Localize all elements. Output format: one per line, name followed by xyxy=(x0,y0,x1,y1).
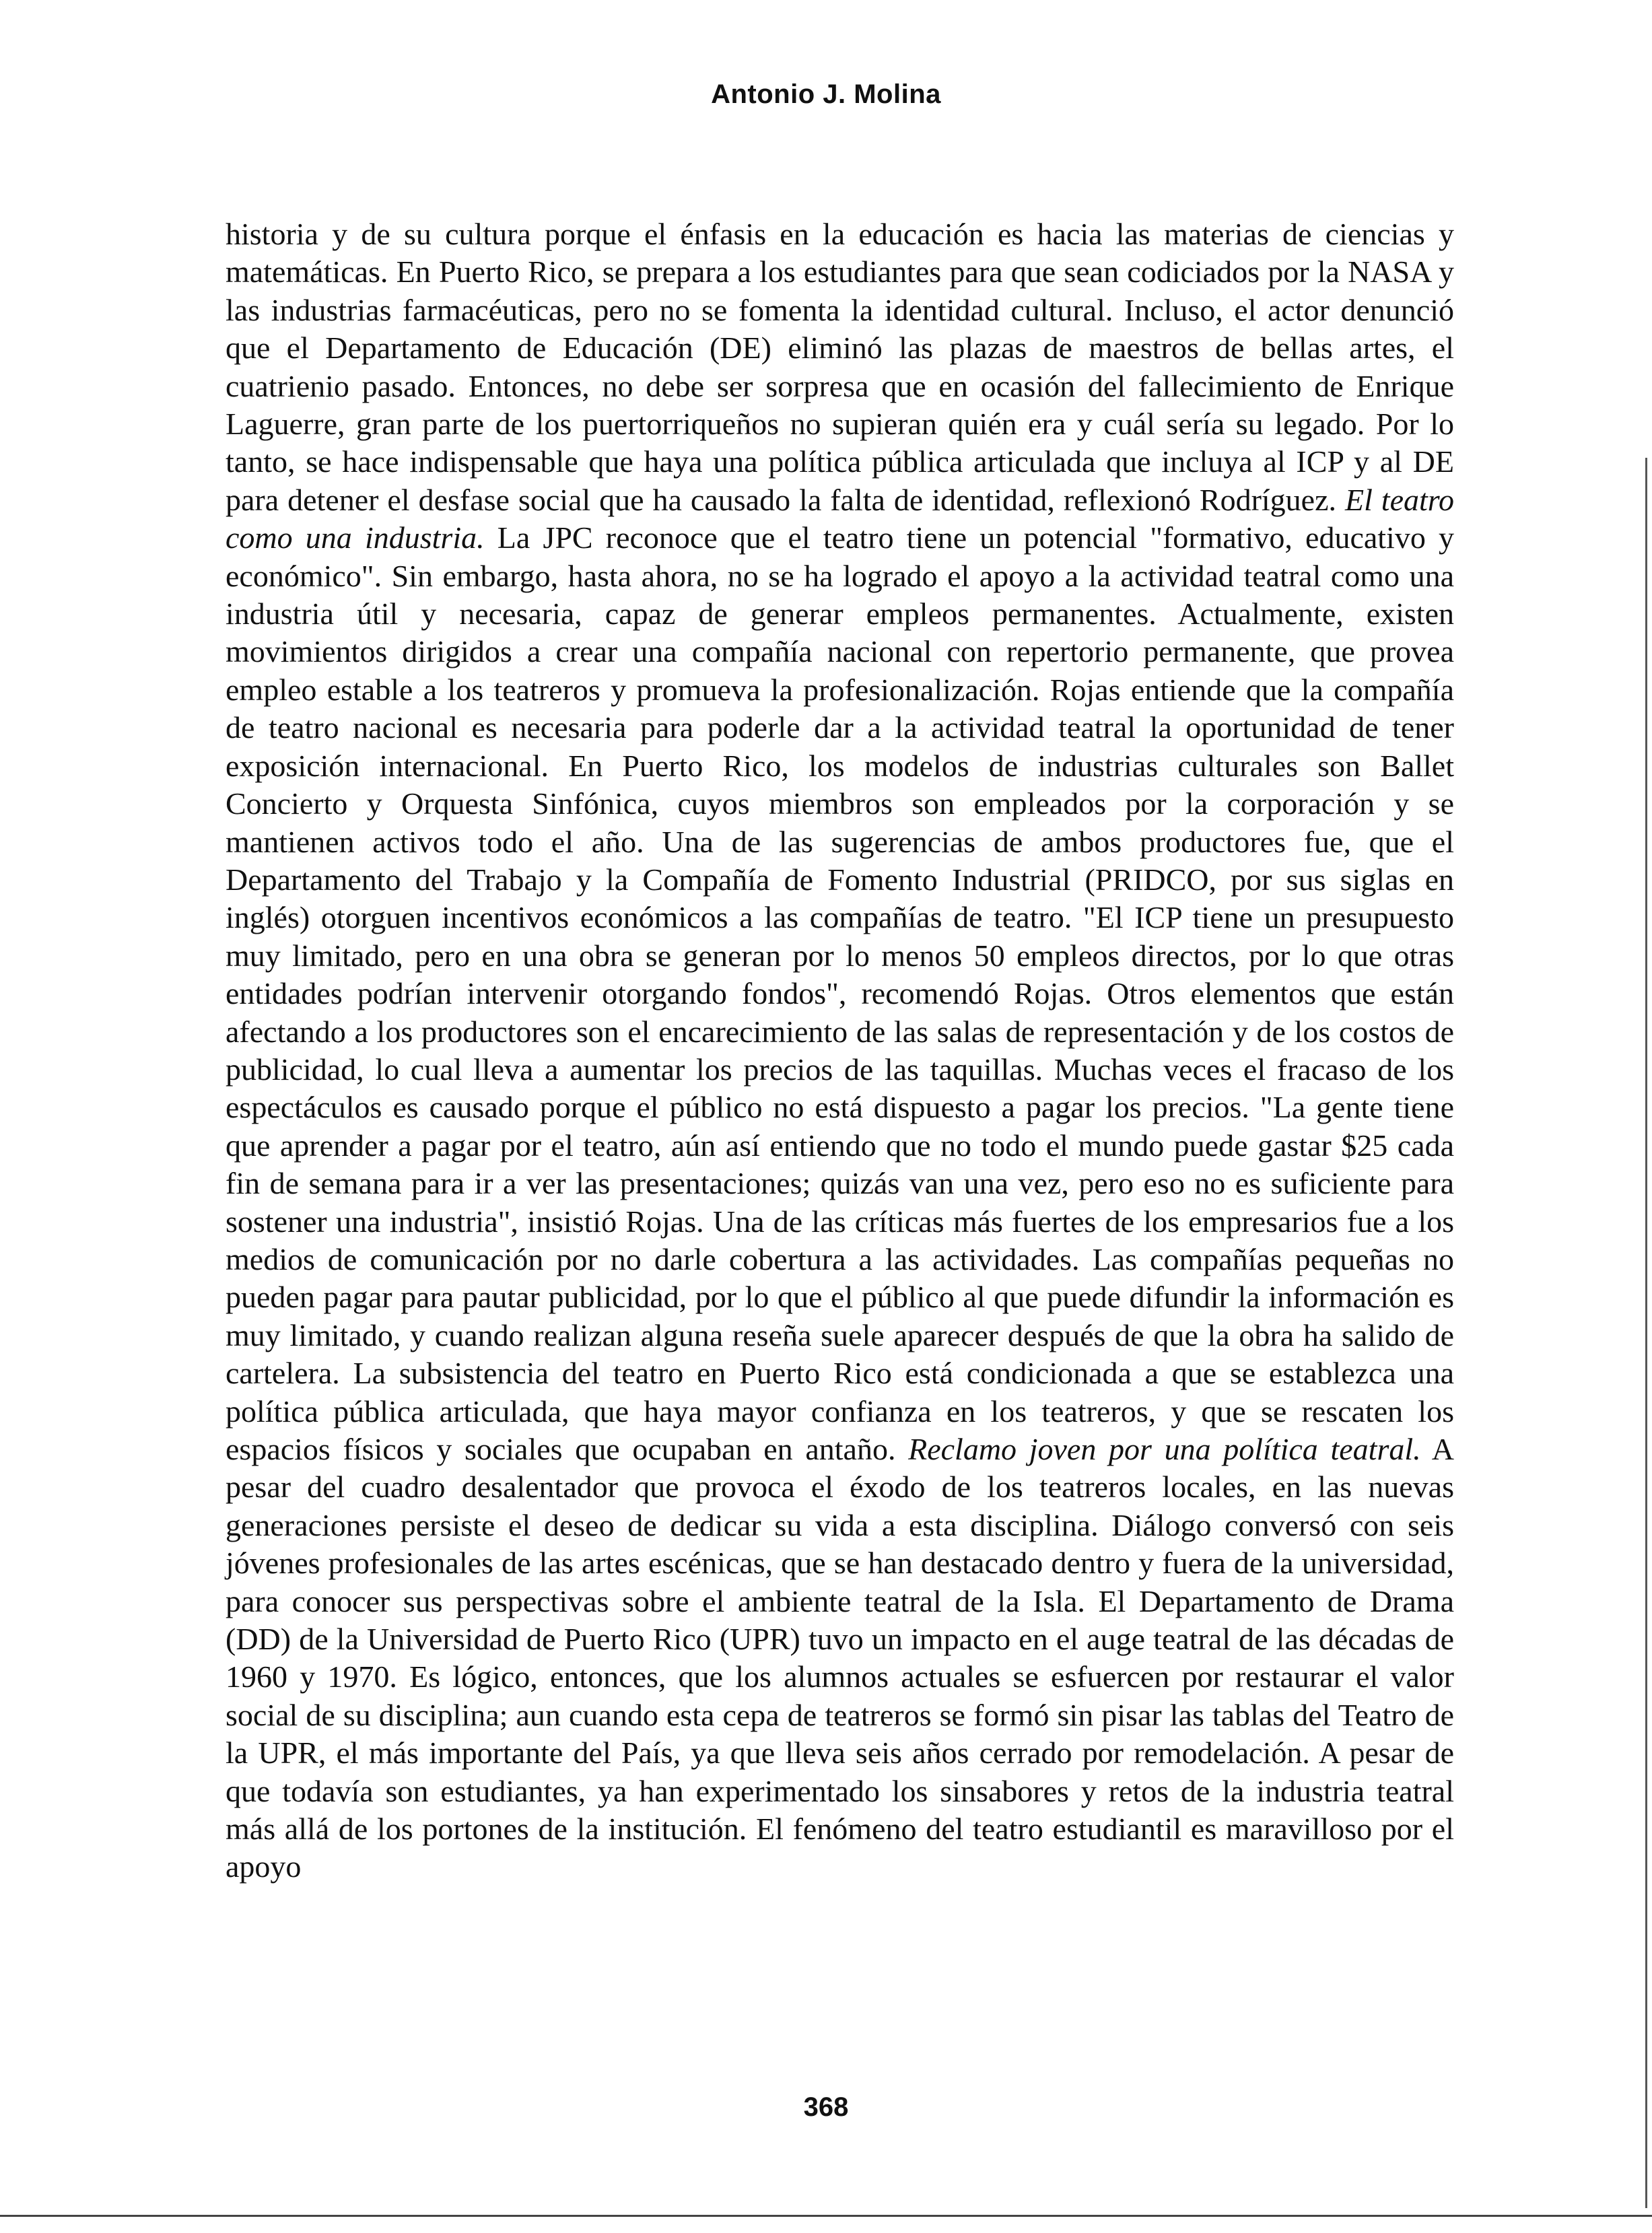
body-text-segment-3: A pesar del cuadro desalentador que provoca el éxodo de los teatreros locales, en las nuevas generaciones persiste el deseo de dedicar su vida a esta disciplina. Diálogo conversó con seis jóvenes profesionales de las artes escénicas, que se han destacado dentro y fuera de la universidad, para conocer sus perspectivas sobre el ambiente teatral de la Isla. El Departamento de Drama (DD) de la Universidad de Puerto Rico (UPR) tuvo un impacto en el auge teatral de las décadas de 1960 y 1970. Es lógico, entonces, que los alumnos actuales se esfuercen por restaurar el valor social de su disciplina; aun cuando esta cepa de teatreros se formó sin pisar las tablas del Teatro de la UPR, el más importante del País, ya que lleva seis años cerrado por remodelación. A pesar de que todavía son estudiantes, ya han experimentado los sinsabores y retos de la industria teatral más allá de los portones de la institución. El fenómeno del teatro estudiantil es maravilloso por el apoyo xyxy=(226,1432,1454,1884)
page-number: 368 xyxy=(803,2092,849,2122)
running-header-author: Antonio J. Molina xyxy=(711,79,941,109)
body-paragraph xyxy=(226,215,1454,1886)
body-text-segment-2: La JPC reconoce que el teatro tiene un potencial "formativo, educativo y económico". Sin embargo, hasta ahora, no se ha logrado el apoyo a la actividad teatral como una industria útil y necesaria, capaz de generar empleos permanentes. Actualmente, existen movimientos dirigidos a crear una compañía nacional con repertorio permanente, que provea empleo estable a los teatreros y promueva la profesionalización. Rojas entiende que la compañía de teatro nacional es necesaria para poderle dar a la actividad teatral la oportunidad de tener exposición internacional. En Puerto Rico, los modelos de industrias culturales son Ballet Concierto y Orquesta Sinfónica, cuyos miembros son empleados por la corporación y se mantienen activos todo el año. Una de las sugerencias de ambos productores fue, que el Departamento del Trabajo y la Compañía de Fomento Industrial (PRIDCO, por sus siglas en inglés) otorguen incentivos económicos a las compañías de teatro. "El ICP tiene un presupuesto muy limitado, pero en una obra se generan por lo menos 50 empleos directos, por lo que otras entidades podrían intervenir otorgando fondos", recomendó Rojas. Otros elementos que están afectando a los productores son el encarecimiento de las salas de representación y de los costos de publicidad, lo cual lleva a aumentar los precios de las taquillas. Muchas veces el fracaso de los espectáculos es causado porque el público no está dispuesto a pagar los precios. "La gente tiene que aprender a pagar por el teatro, aún así entiendo que no todo el mundo puede gastar $25 cada fin de semana para ir a ver las presentaciones; quizás van una vez, pero eso no es suficiente para sostener una industria", insistió Rojas. Una de las críticas más fuertes de los empresarios fue a los medios de comunicación por no darle cobertura a las actividades. Las compañías pequeñas no pueden pagar para pautar publicidad, por lo que el público al que puede difundir la información es muy limitado, y cuando realizan alguna reseña suele aparecer después de que la obra ha salido de cartelera. La subsistencia del teatro en Puerto Rico está condicionada a que se establezca una política pública articulada, que haya mayor confianza en los teatreros, y que se rescaten los espacios físicos y sociales que ocupaban en antaño. xyxy=(226,520,1455,1466)
section-heading-reclamo-joven: Reclamo joven por una política teatral. xyxy=(908,1432,1421,1466)
scan-edge-bottom-line xyxy=(0,2215,1652,2217)
scan-edge-right-line xyxy=(1645,458,1647,2208)
section-heading-teatro-industria: El teatro como una industria. xyxy=(226,482,1454,555)
body-text-segment-1: historia y de su cultura porque el énfasis en la educación es hacia las materias de ciencias y matemáticas. En Puerto Rico, se prepara a los estudiantes para que sean codiciados por la NASA y las industrias farmacéuticas, pero no se fomenta la identidad cultural. Incluso, el actor denunció que el Departamento de Educación (DE) eliminó las plazas de maestros de bellas artes, el cuatrienio pasado. Entonces, no debe ser sorpresa que en ocasión del fallecimiento de Enrique Laguerre, gran parte de los puertorriqueños no supieran quién era y cuál sería su legado. Por lo tanto, se hace indispensable que haya una política pública articulada que incluya al ICP y al DE para detener el desfase social que ha causado la falta de identidad, reflexionó Rodríguez. xyxy=(226,217,1454,517)
